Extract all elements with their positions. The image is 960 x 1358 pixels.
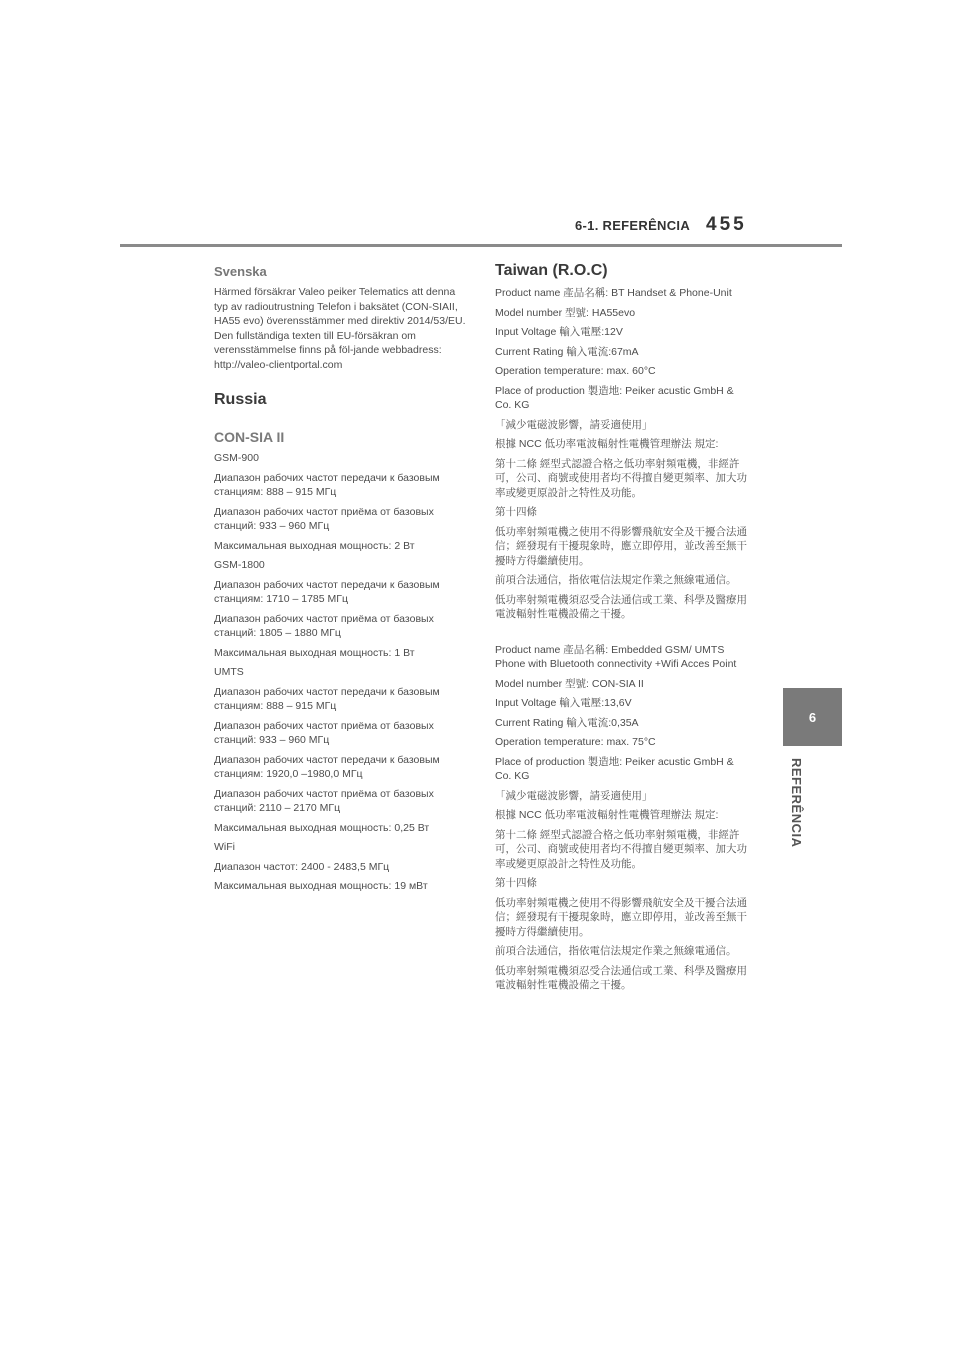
russia-paragraph: Диапазон рабочих частот передачи к базовым станциям: 888 – 915 МГц [214, 471, 440, 498]
header-divider [120, 244, 842, 247]
russia-paragraph: WiFi [214, 841, 235, 853]
russia-paragraph: Диапазон частот: 2400 - 2483,5 МГц [214, 860, 390, 873]
taiwan-paragraph: Model number 型號: CON-SIA II [495, 677, 644, 690]
taiwan-paragraph: Product name 產品名稱: Embedded GSM/ UMTS Phone with Bluetooth connectivity +Wifi Acces Point [495, 643, 737, 670]
taiwan-paragraph: 低功率射頻電機之使用不得影響飛航安全及干擾合法通信；經發現有干擾現象時，應立即停用，並改善至無干擾時方得繼續使用。 [495, 525, 747, 567]
taiwan-paragraph: Current Rating 輸入電流:0,35A [495, 716, 639, 729]
section-title: 6-1. REFERÊNCIA [575, 218, 691, 233]
russia-paragraph: Диапазон рабочих частот передачи к базовым станциям: 888 – 915 МГц [214, 685, 440, 712]
taiwan-paragraph: 第十四條 [495, 877, 537, 889]
taiwan-paragraph: 「減少電磁波影響，請妥適使用」 [495, 789, 653, 802]
russia-paragraph: Диапазон рабочих частот передачи к базовым станциям: 1710 – 1785 МГц [214, 578, 440, 605]
taiwan-paragraph: Input Voltage 輸入電壓:13,6V [495, 697, 632, 709]
taiwan-paragraph: Model number 型號: HA55evo [495, 306, 636, 319]
russia-paragraph: GSM-900 [214, 452, 259, 464]
russia-paragraph: Максимальная выходная мощность: 19 мВт [214, 880, 428, 892]
taiwan-paragraph: 根據 NCC 低功率電波輻射性電機管理辦法 規定: [495, 809, 719, 821]
russia-paragraph: Максимальная выходная мощность: 0,25 Вт [214, 821, 430, 834]
taiwan-paragraph: 第十二條 經型式認證合格之低功率射頻電機，非經許可，公司、商號或使用者均不得擅自變更頻率、加大功率或變更原設計之特性及功能。 [495, 457, 747, 499]
taiwan-paragraph: Current Rating 輸入電流:67mA [495, 345, 639, 358]
taiwan-paragraph: 前項合法通信，指依電信法規定作業之無線電通信。 [495, 574, 737, 586]
taiwan-paragraph: Place of production 製造地: Peiker acustic GmbH & Co. KG [495, 384, 734, 411]
taiwan-block-2 [495, 643, 750, 993]
taiwan-paragraph: 「減少電磁波影響，請妥適使用」 [495, 418, 653, 431]
russia-paragraph: Диапазон рабочих частот передачи к базовым станциям: 1920,0 –1980,0 МГц [214, 753, 440, 780]
taiwan-paragraph: Product name 產品名稱: BT Handset & Phone-Unit [495, 287, 732, 299]
chapter-label: REFERÊNCIA [789, 758, 804, 848]
taiwan-paragraph: 第十二條 經型式認證合格之低功率射頻電機，非經許可，公司、商號或使用者均不得擅自變更頻率、加大功率或變更原設計之特性及功能。 [495, 828, 747, 870]
taiwan-paragraph: 低功率射頻電機須忍受合法通信或工業、科學及醫療用電波輻射性電機設備之干擾。 [495, 593, 747, 620]
chapter-tab [783, 688, 842, 746]
svenska-heading: Svenska [214, 264, 267, 279]
russia-paragraph: Диапазон рабочих частот приёма от базовых станций: 1805 – 1880 МГц [214, 612, 434, 639]
russia-paragraph: Максимальная выходная мощность: 2 Вт [214, 539, 415, 552]
russia-paragraph: Диапазон рабочих частот приёма от базовых станций: 933 – 960 МГц [214, 719, 434, 746]
russia-paragraph: Диапазон рабочих частот приёма от базовых станций: 933 – 960 МГц [214, 505, 434, 532]
taiwan-paragraph: 低功率射頻電機之使用不得影響飛航安全及干擾合法通信；經發現有干擾現象時，應立即停用，並改善至無干擾時方得繼續使用。 [495, 896, 747, 938]
con-sia-heading: CON-SIA II [214, 429, 285, 445]
russia-heading: Russia [214, 391, 267, 408]
svenska-body: Härmed försäkrar Valeo peiker Telematics att denna typ av radioutrustning Telefon i baksätet (CON-SIAII, HA55 evo) överensstämmer med direktiv 2014/53/EU. Den fullständiga texten till EU-försäkran om verensstämmelse finns på föl-jande webbadress: http://valeo-clientportal.com [214, 286, 466, 371]
russia-paragraph: GSM-1800 [214, 559, 265, 571]
right-column [495, 262, 750, 998]
taiwan-paragraph: 第十四條 [495, 506, 537, 518]
taiwan-paragraph: 根據 NCC 低功率電波輻射性電機管理辦法 規定: [495, 438, 719, 450]
russia-paragraphs [214, 451, 466, 894]
taiwan-paragraph: Operation temperature: max. 75°C [495, 736, 656, 748]
russia-paragraph: Максимальная выходная мощность: 1 Вт [214, 646, 415, 659]
taiwan-paragraph: 前項合法通信，指依電信法規定作業之無線電通信。 [495, 945, 737, 957]
taiwan-paragraph: Input Voltage 輸入電壓:12V [495, 326, 623, 338]
left-column [214, 262, 466, 899]
russia-paragraph: Диапазон рабочих частот приёма от базовых станций: 2110 – 2170 МГц [214, 787, 434, 814]
taiwan-block-1 [495, 286, 750, 622]
taiwan-paragraph: Place of production 製造地: Peiker acustic GmbH & Co. KG [495, 755, 734, 782]
russia-paragraph: UMTS [214, 666, 244, 678]
taiwan-heading: Taiwan (R.O.C) [495, 262, 608, 279]
chapter-number: 6 [808, 709, 817, 725]
page-number: 455 [706, 214, 747, 235]
taiwan-paragraph: Operation temperature: max. 60°C [495, 365, 656, 377]
taiwan-paragraph: 低功率射頻電機須忍受合法通信或工業、科學及醫療用電波輻射性電機設備之干擾。 [495, 964, 747, 991]
